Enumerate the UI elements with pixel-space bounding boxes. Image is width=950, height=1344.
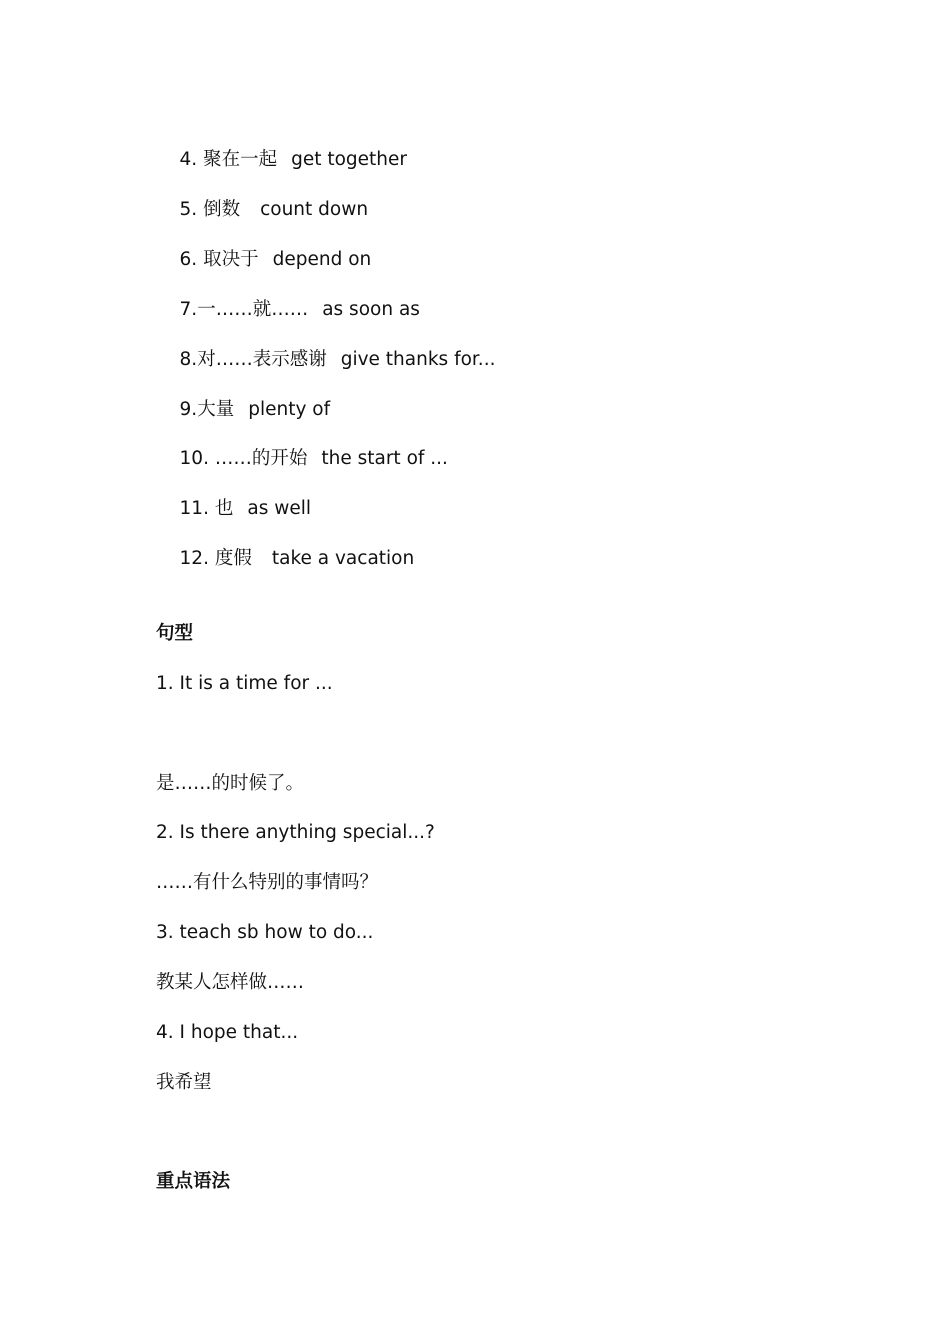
document-page bbox=[156, 0, 856, 1344]
sentence-chinese: 是……的时候了。 bbox=[156, 773, 305, 794]
phrase-english: give thanks for... bbox=[340, 349, 496, 370]
phrase-english: take a vacation bbox=[271, 548, 415, 569]
grammar-heading: 重点语法 bbox=[156, 1171, 231, 1192]
phrase-chinese: 对……表示感谢 bbox=[197, 349, 327, 370]
phrase-english: depend on bbox=[272, 249, 372, 270]
phrase-number: 12. bbox=[179, 548, 209, 569]
phrase-english: count down bbox=[260, 199, 369, 220]
phrase-chinese: 度假 bbox=[214, 548, 252, 569]
phrase-number: 10. bbox=[179, 448, 209, 469]
sentence-english: 1. It is a time for ... bbox=[156, 673, 333, 694]
phrase-english: as well bbox=[247, 498, 312, 519]
phrase-chinese: 倒数 bbox=[203, 199, 241, 220]
phrase-chinese: 取决于 bbox=[203, 249, 259, 270]
phrase-chinese: ……的开始 bbox=[214, 448, 308, 469]
sentence-english: 3. teach sb how to do... bbox=[156, 922, 374, 943]
sentence-chinese: 教某人怎样做…… bbox=[156, 972, 305, 993]
phrase-english: plenty of bbox=[248, 399, 331, 420]
phrase-chinese: 也 bbox=[214, 498, 234, 519]
phrase-english: the start of ... bbox=[321, 448, 448, 469]
phrase-number: 5. bbox=[179, 199, 198, 220]
sentence-english: 4. I hope that... bbox=[156, 1022, 299, 1043]
phrase-chinese: 一……就…… bbox=[197, 299, 309, 320]
sentence-chinese: 我希望 bbox=[156, 1072, 212, 1093]
sentence-english: 2. Is there anything special...? bbox=[156, 822, 435, 843]
phrase-chinese: 聚在一起 bbox=[203, 149, 278, 170]
phrase-number: 4. bbox=[179, 149, 198, 170]
phrase-number: 8. bbox=[179, 349, 198, 370]
phrase-number: 11. bbox=[179, 498, 209, 519]
phrase-chinese: 大量 bbox=[197, 399, 235, 420]
phrase-number: 7. bbox=[179, 299, 198, 320]
phrase-english: as soon as bbox=[322, 299, 420, 320]
phrase-number: 6. bbox=[179, 249, 198, 270]
sentences-heading: 句型 bbox=[156, 623, 194, 644]
phrase-item-12 bbox=[156, 523, 414, 595]
phrase-english: get together bbox=[291, 149, 408, 170]
phrase-number: 9. bbox=[179, 399, 198, 420]
sentence-chinese: ……有什么特别的事情吗？ bbox=[156, 872, 379, 893]
